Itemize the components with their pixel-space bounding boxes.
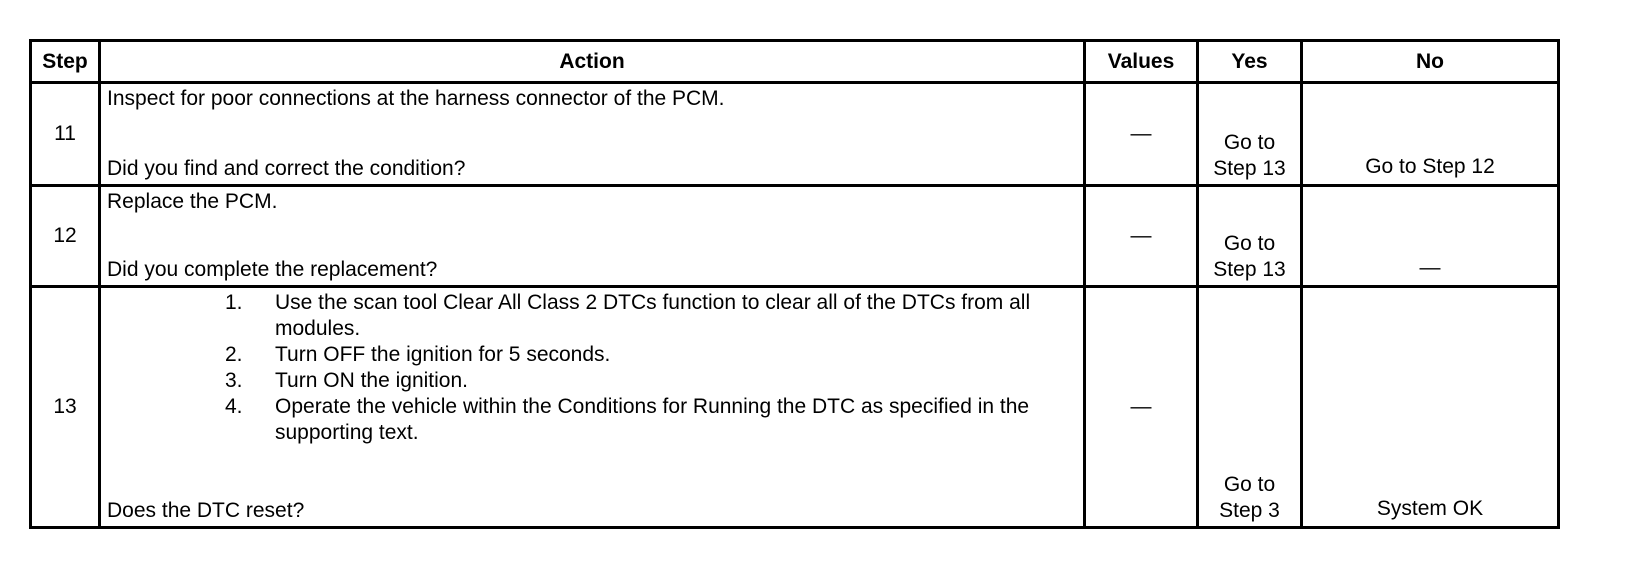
header-no: No <box>1302 41 1559 83</box>
action-cell <box>100 287 1085 528</box>
list-item-number: 3. <box>225 369 243 392</box>
no-text: System OK <box>1376 497 1484 520</box>
yes-line-1: Go to <box>1223 232 1276 255</box>
no-text: Go to Step 12 <box>1365 155 1495 178</box>
list-item-text: Operate the vehicle within the Conditions for Running the DTC as specified in the supporting text. <box>275 395 1030 444</box>
action-cell <box>100 83 1085 186</box>
values-cell: — <box>1085 186 1198 287</box>
header-step: Step <box>31 41 100 83</box>
yes-line-2: Step 13 <box>1213 258 1286 281</box>
yes-cell <box>1198 287 1302 528</box>
yes-line-2: Step 3 <box>1219 499 1280 522</box>
header-action: Action <box>100 41 1085 83</box>
list-item <box>101 394 1083 446</box>
header-values: Values <box>1085 41 1198 83</box>
table-row <box>31 287 1559 528</box>
header-yes: Yes <box>1198 41 1302 83</box>
list-item <box>101 368 1083 394</box>
action-cell <box>100 186 1085 287</box>
procedure-list <box>101 290 1083 446</box>
list-item-text: Turn ON the ignition. <box>275 369 468 392</box>
no-cell <box>1302 83 1559 186</box>
no-text: — <box>1419 256 1441 279</box>
values-cell: — <box>1085 287 1198 528</box>
yes-line-1: Go to <box>1223 473 1276 496</box>
action-question: Does the DTC reset? <box>107 499 305 522</box>
list-item <box>101 290 1083 342</box>
list-item <box>101 342 1083 368</box>
yes-line-1: Go to <box>1223 131 1276 154</box>
yes-line-2: Step 13 <box>1213 157 1286 180</box>
no-cell <box>1302 287 1559 528</box>
table-row <box>31 83 1559 186</box>
header-row <box>31 41 1559 83</box>
table-row <box>31 186 1559 287</box>
step-number: 12 <box>31 186 100 287</box>
no-cell <box>1302 186 1559 287</box>
values-cell: — <box>1085 83 1198 186</box>
list-item-number: 2. <box>225 343 243 366</box>
yes-cell <box>1198 83 1302 186</box>
list-item-text: Turn OFF the ignition for 5 seconds. <box>275 343 611 366</box>
yes-cell <box>1198 186 1302 287</box>
action-instruction: Replace the PCM. <box>107 190 278 213</box>
action-question: Did you find and correct the condition? <box>107 157 466 180</box>
action-instruction: Inspect for poor connections at the harness connector of the PCM. <box>107 87 725 110</box>
list-item-number: 4. <box>225 395 243 418</box>
list-item-text: Use the scan tool Clear All Class 2 DTCs function to clear all of the DTCs from all modules. <box>275 291 1031 340</box>
action-question: Did you complete the replacement? <box>107 258 438 281</box>
list-item-number: 1. <box>225 291 243 314</box>
diagnostic-table <box>29 39 1560 529</box>
step-number: 13 <box>31 287 100 528</box>
step-number: 11 <box>31 83 100 186</box>
